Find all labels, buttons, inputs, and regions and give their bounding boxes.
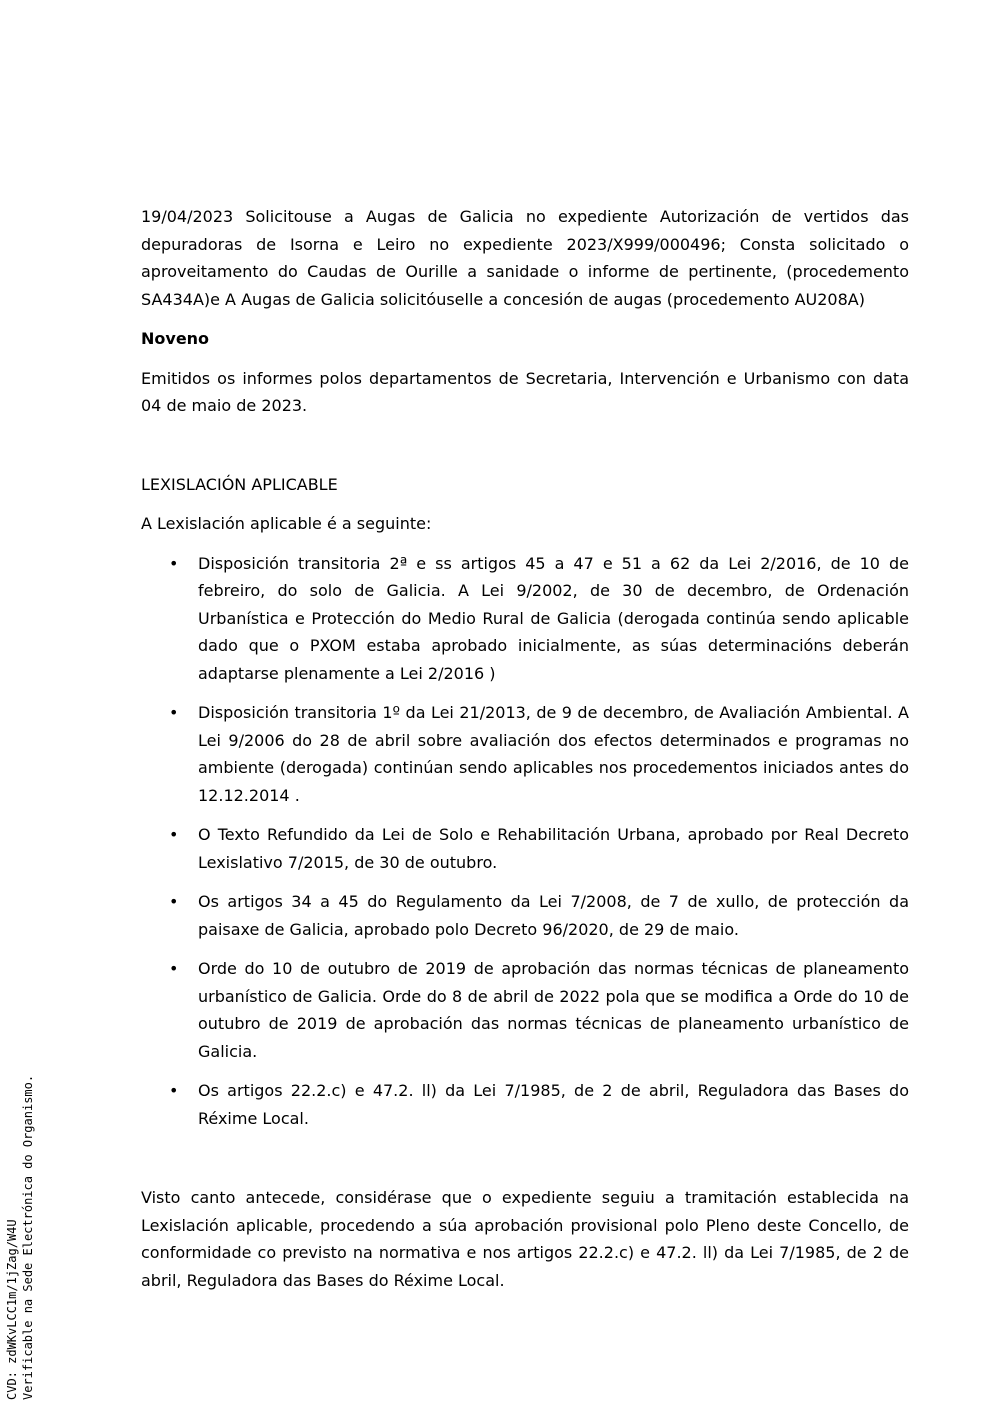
bullet-icon: •	[169, 825, 179, 844]
list-item	[141, 888, 909, 943]
bullet-icon: •	[169, 703, 179, 722]
list-item-text: Orde do 10 de outubro de 2019 de aprobación das normas técnicas de planeamento urbanístico de Galicia. Orde do 8 de abril de 2022 pola que se modifica a Orde do 10 de outubro de 2019 de aprobación das normas técnicas de planeamento urbanístico de Galicia.	[198, 959, 909, 1061]
verification-note: Verificable na Sede Electrónica do Organismo.	[21, 1074, 35, 1400]
legislation-heading: LEXISLACIÓN APLICABLE	[141, 474, 338, 494]
section-title: Noveno	[141, 329, 210, 348]
closing-paragraph: Visto canto antecede, considérase que o expediente seguiu a tramitación establecida na Lexislación aplicable, procedendo a súa aprobación provisional polo Pleno deste Concello, de conformidade co previsto na normativa e nos artigos 22.2.c) e 47.2. ll) da Lei 7/1985, de 2 de abril, Reguladora das Bases do Réxime Local.	[141, 1188, 909, 1290]
legislation-list	[141, 550, 909, 1133]
list-item	[141, 699, 909, 809]
bullet-icon: •	[169, 553, 179, 573]
bullet-icon: •	[169, 892, 179, 911]
list-item	[141, 821, 909, 876]
list-item-text: Disposición transitoria 2ª e ss artigos 45 a 47 e 51 a 62 da Lei 2/2016, de 10 de febreiro, do solo de Galicia. A Lei 9/2002, de 30 de decembro, de Ordenación Urbanística e Protección do Medio Rural de Galicia (derogada continúa sendo aplicable dado que o PXOM estaba aprobado inicialmente, as súas determinacións deberán adaptarse plenamente a Lei 2/2016 )	[198, 553, 909, 683]
list-item-text: O Texto Refundido da Lei de Solo e Rehabilitación Urbana, aprobado por Real Decreto Lexislativo 7/2015, de 30 de outubro.	[198, 825, 909, 872]
bullet-icon: •	[169, 1081, 179, 1100]
list-item	[141, 1077, 909, 1132]
section-paragraph: Emitidos os informes polos departamentos de Secretaria, Intervención e Urbanismo con data 04 de maio de 2023.	[141, 368, 909, 415]
document-body	[141, 203, 909, 1294]
list-item	[141, 955, 909, 1065]
bullet-icon: •	[169, 959, 179, 978]
list-item	[141, 550, 909, 688]
list-item-text: Os artigos 22.2.c) e 47.2. ll) da Lei 7/1985, de 2 de abril, Reguladora das Bases do Réxime Local.	[198, 1081, 909, 1128]
list-item-text: Disposición transitoria 1º da Lei 21/2013, de 9 de decembro, de Avaliación Ambiental. A Lei 9/2006 do 28 de abril sobre avaliación dos efectos determinados e programas no ambiente (derogada) continúan sendo aplicables nos procedementos iniciados antes do 12.12.2014 .	[198, 703, 909, 805]
legislation-intro: A Lexislación aplicable é a seguinte:	[141, 514, 432, 533]
list-item-text: Os artigos 34 a 45 do Regulamento da Lei 7/2008, de 7 de xullo, de protección da paisaxe de Galicia, aprobado polo Decreto 96/2020, de 29 de maio.	[198, 892, 909, 939]
cvd-code: CVD: zdWKvLCC1m/1jZag/W4U	[5, 1219, 19, 1400]
intro-paragraph: 19/04/2023 Solicitouse a Augas de Galicia no expediente Autorización de vertidos das depuradoras de Isorna e Leiro no expediente 2023/X999/000496; Consta solicitado o aproveitamento do Caudas de Ourille a sanidade o informe de pertinente, (procedemento SA434A)e A Augas de Galicia solicitóuselle a concesión de augas (procedemento AU208A)	[141, 207, 909, 309]
